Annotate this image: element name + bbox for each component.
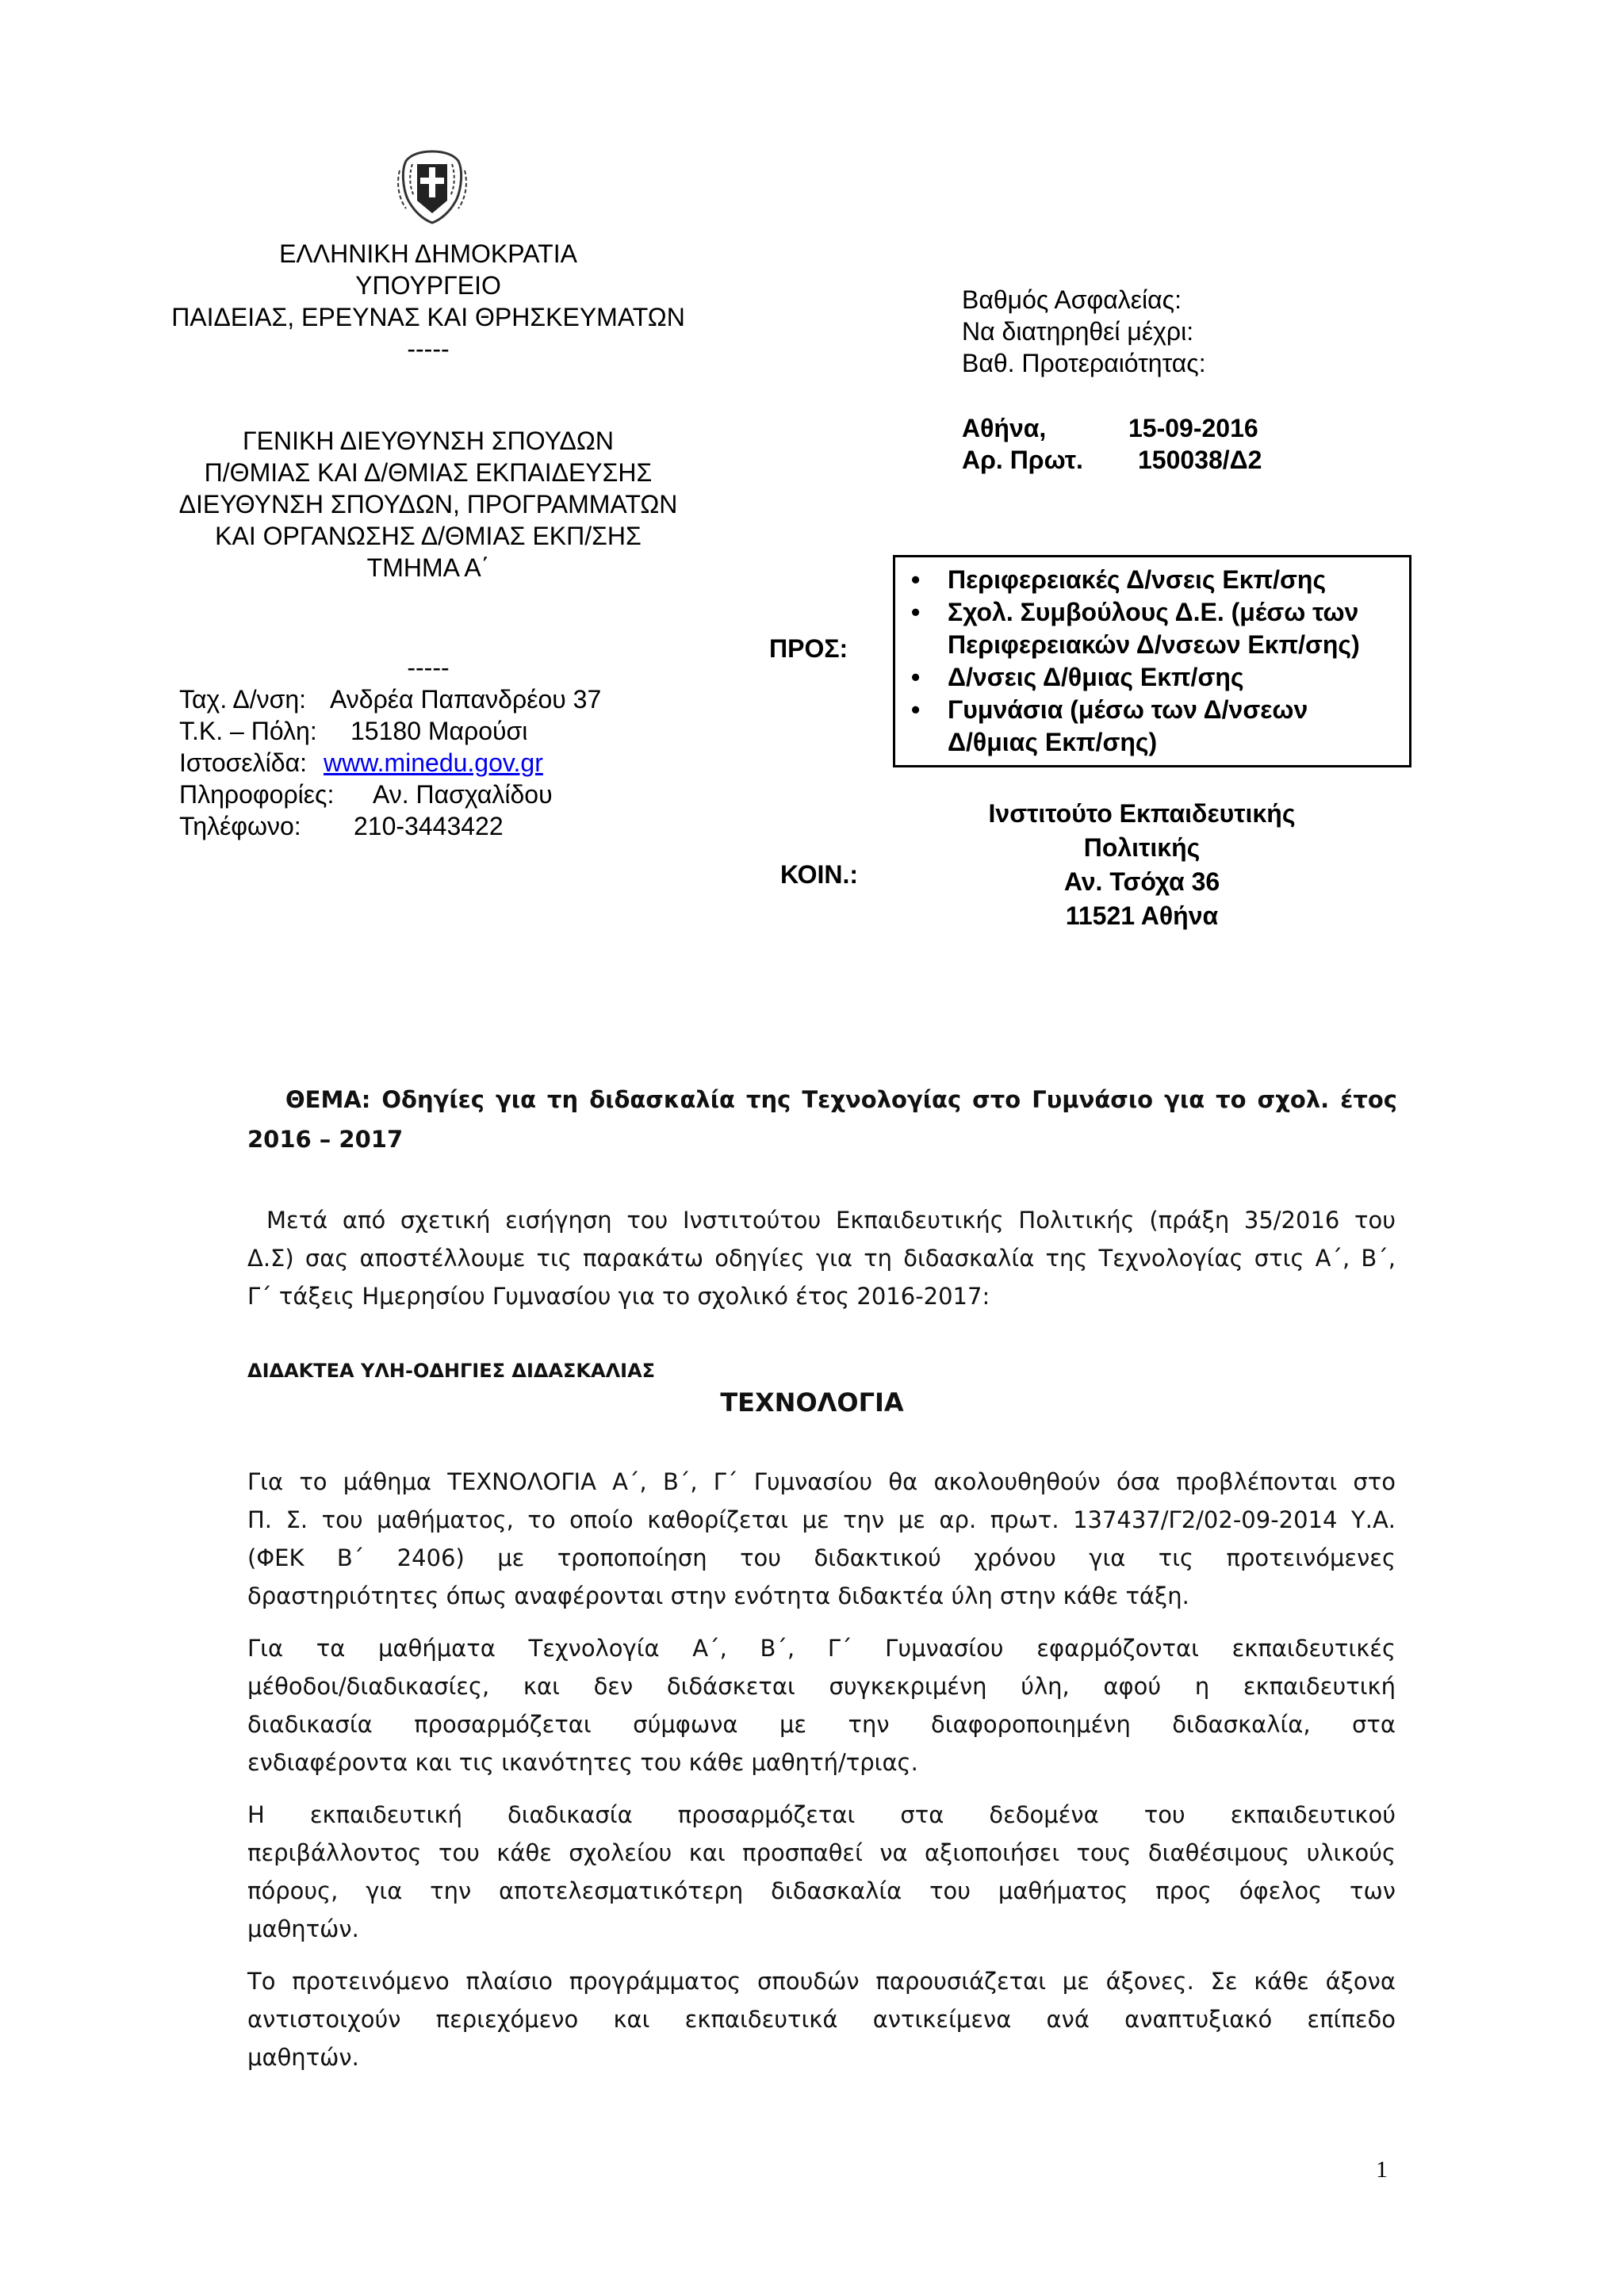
paragraph-line: μέθοδοι/διαδικασίες, και δεν διδάσκεται συγκεκριμένη ύλη, αφού η εκπαιδευτική [247,1673,1396,1700]
paragraph-line: Π. Σ. του μαθήματος, το οποίο καθορίζεται με την με αρ. πρωτ. 137437/Γ2/02-09-2014 Υ.Α. [247,1506,1396,1533]
protocol-number: 150038/Δ2 [1138,446,1262,474]
page-number: 1 [1376,2156,1388,2183]
paragraph-line: μαθητών. [247,1915,359,1942]
keep-until: Να διατηρηθεί μέχρι: [962,317,1194,346]
directorate-heading [119,425,737,584]
phone-label: Τηλέφωνο: [179,812,301,840]
document-date: 15-09-2016 [1128,414,1258,442]
recipients-list [903,564,1401,759]
paragraph-line: Γ΄ τάξεις Ημερησίου Γυμνασίου για το σχολικό έτος 2016-2017: [247,1283,990,1310]
paragraph-line: Για το μάθημα ΤΕΧΝΟΛΟΓΙΑ Α΄, Β΄, Γ΄ Γυμνασίου θα ακολουθηθούν όσα προβλέπονται στο [247,1468,1396,1495]
separator: ----- [407,653,450,682]
directorate-line-4: ΚΑΙ ΟΡΓΑΝΩΣΗΣ Δ/ΘΜΙΑΣ ΕΚΠ/ΣΗΣ [215,522,642,550]
recipient-item: • Δ/νσεις Δ/θμιας Εκπ/σης [948,661,1401,694]
body-paragraph-1 [247,1463,1396,1615]
website-label: Ιστοσελίδα: [179,748,307,777]
ministry-heading [119,238,737,365]
recipient-item [948,694,1401,759]
ministry-line-2: ΠΑΙΔΕΙΑΣ, ΕΡΕΥΝΑΣ ΚΑΙ ΘΡΗΣΚΕΥΜΑΤΩΝ [171,303,685,331]
recipient-line: Γυμνάσια (μέσω των Δ/νσεων [948,695,1308,724]
paragraph-line: περιβάλλοντος του κάθε σχολείου και προσπαθεί να αξιοποιήσει τους διαθέσιμους υλικούς [247,1839,1396,1866]
paragraph-line: Η εκπαιδευτική διαδικασία προσαρμόζεται στα δεδομένα του εκπαιδευτικού [247,1801,1396,1828]
body-paragraph-4 [247,1962,1396,2076]
republic-name: ΕΛΛΗΝΙΚΗ ΔΗΜΟΚΡΑΤΙΑ [279,239,577,268]
address-value: Ανδρέα Παπανδρέου 37 [330,685,602,714]
recipient-item: • Περιφερειακές Δ/νσεις Εκπ/σης [948,564,1401,596]
paragraph-line: Δ.Σ) σας αποστέλλουμε τις παρακάτω οδηγίες για τη διδασκαλία της Τεχνολογίας στις Α΄, Β΄, [247,1245,1396,1272]
paragraph-line: μαθητών. [247,2044,359,2071]
protocol-label: Αρ. Πρωτ. [962,446,1083,474]
city-label: Τ.Κ. – Πόλη: [179,717,317,745]
cc-line: Πολιτικής [1083,833,1201,862]
section-title: ΔΙΔΑΚΤΕΑ ΥΛΗ-ΟΔΗΓΙΕΣ ΔΙΔΑΣΚΑΛΙΑΣ [247,1360,656,1382]
cc-line: Αν. Τσόχα 36 [1063,867,1220,896]
paragraph-line: (ΦΕΚ Β΄ 2406) με τροποποίηση του διδακτικού χρόνου για τις προτεινόμενες [247,1544,1396,1571]
cc-line: Ινστιτούτο Εκπαιδευτικής [988,799,1296,828]
paragraph-line: Για τα μαθήματα Τεχνολογία Α΄, Β΄, Γ΄ Γυμνασίου εφαρμόζονται εκπαιδευτικές [247,1635,1396,1662]
recipient-line: Δ/θμιας Εκπ/σης) [948,728,1158,756]
recipients-box [893,555,1411,767]
paragraph-line: Μετά από σχετική εισήγηση του Ινστιτούτου Εκπαιδευτικής Πολιτικής (πράξη 35/2016 του [266,1207,1396,1234]
priority-level: Βαθ. Προτεραιότητας: [962,349,1206,377]
paragraph-line: δραστηριότητες όπως αναφέρονται στην ενότητα διδακτέα ύλη στην κάθε τάξη. [247,1582,1189,1609]
ministry-line-1: ΥΠΟΥΡΓΕΙΟ [355,271,501,300]
recipient-line: Σχολ. Συμβούλους Δ.Ε. (μέσω των [948,598,1359,626]
intro-paragraph [247,1201,1396,1315]
subject [247,1080,1397,1159]
greek-coat-of-arms-icon [389,147,476,226]
directorate-line-3: ΔΙΕΥΘΥΝΣΗ ΣΠΟΥΔΩΝ, ΠΡΟΓΡΑΜΜΑΤΩΝ [178,490,678,519]
subject-line-2: 2016 – 2017 [247,1126,404,1153]
website-link[interactable]: www.minedu.gov.gr [324,748,543,777]
paragraph-line: διαδικασία προσαρμόζεται σύμφωνα με την διαφοροποιημένη διδασκαλία, στα [247,1711,1396,1738]
info-value: Αν. Πασχαλίδου [373,780,553,809]
recipient-item [948,596,1401,661]
course-title: ΤΕΧΝΟΛΟΓΙΑ [720,1387,904,1418]
contact-info [179,683,601,842]
paragraph-line: αντιστοιχούν περιεχόμενο και εκπαιδευτικά αντικείμενα ανά αναπτυξιακό επίπεδο [247,2006,1396,2033]
subject-line-1: ΘΕΜΑ: Οδηγίες για τη διδασκαλία της Τεχνολογίας στο Γυμνάσιο για το σχολ. έτος [285,1086,1397,1113]
city-date-label: Αθήνα, [962,414,1047,442]
recipient-line: Περιφερειακών Δ/νσεων Εκπ/σης) [948,630,1360,659]
department-name: ΤΜΗΜΑ Α΄ [366,553,490,582]
body-paragraph-3 [247,1796,1396,1948]
body-paragraph-2 [247,1629,1396,1781]
paragraph-line: ενδιαφέροντα και τις ικανότητες του κάθε μαθητή/τριας. [247,1749,918,1776]
security-level: Βαθμός Ασφαλείας: [962,285,1182,314]
cc-label: ΚΟΙΝ.: [780,860,859,889]
directorate-line-2: Π/ΘΜΙΑΣ ΚΑΙ Δ/ΘΜΙΑΣ ΕΚΠΑΙΔΕΥΣΗΣ [204,458,653,487]
phone-value: 210-3443422 [354,812,504,840]
paragraph-line: πόρους, για την αποτελεσματικότερη διδασκαλία του μαθήματος προς όφελος των [247,1877,1396,1904]
city-value: 15180 Μαρούσι [350,717,528,745]
info-label: Πληροφορίες: [179,780,335,809]
date-protocol [962,412,1262,476]
security-info [962,284,1206,379]
paragraph-line: Το προτεινόμενο πλαίσιο προγράμματος σπουδών παρουσιάζεται με άξονες. Σε κάθε άξονα [247,1968,1396,1995]
to-label: ΠΡΟΣ: [769,634,848,663]
directorate-line-1: ΓΕΝΙΚΗ ΔΙΕΥΘΥΝΣΗ ΣΠΟΥΔΩΝ [243,427,614,455]
cc-recipient [920,797,1364,933]
separator: ----- [407,335,450,363]
address-label: Ταχ. Δ/νση: [179,685,307,714]
cc-line: 11521 Αθήνα [1065,901,1219,930]
